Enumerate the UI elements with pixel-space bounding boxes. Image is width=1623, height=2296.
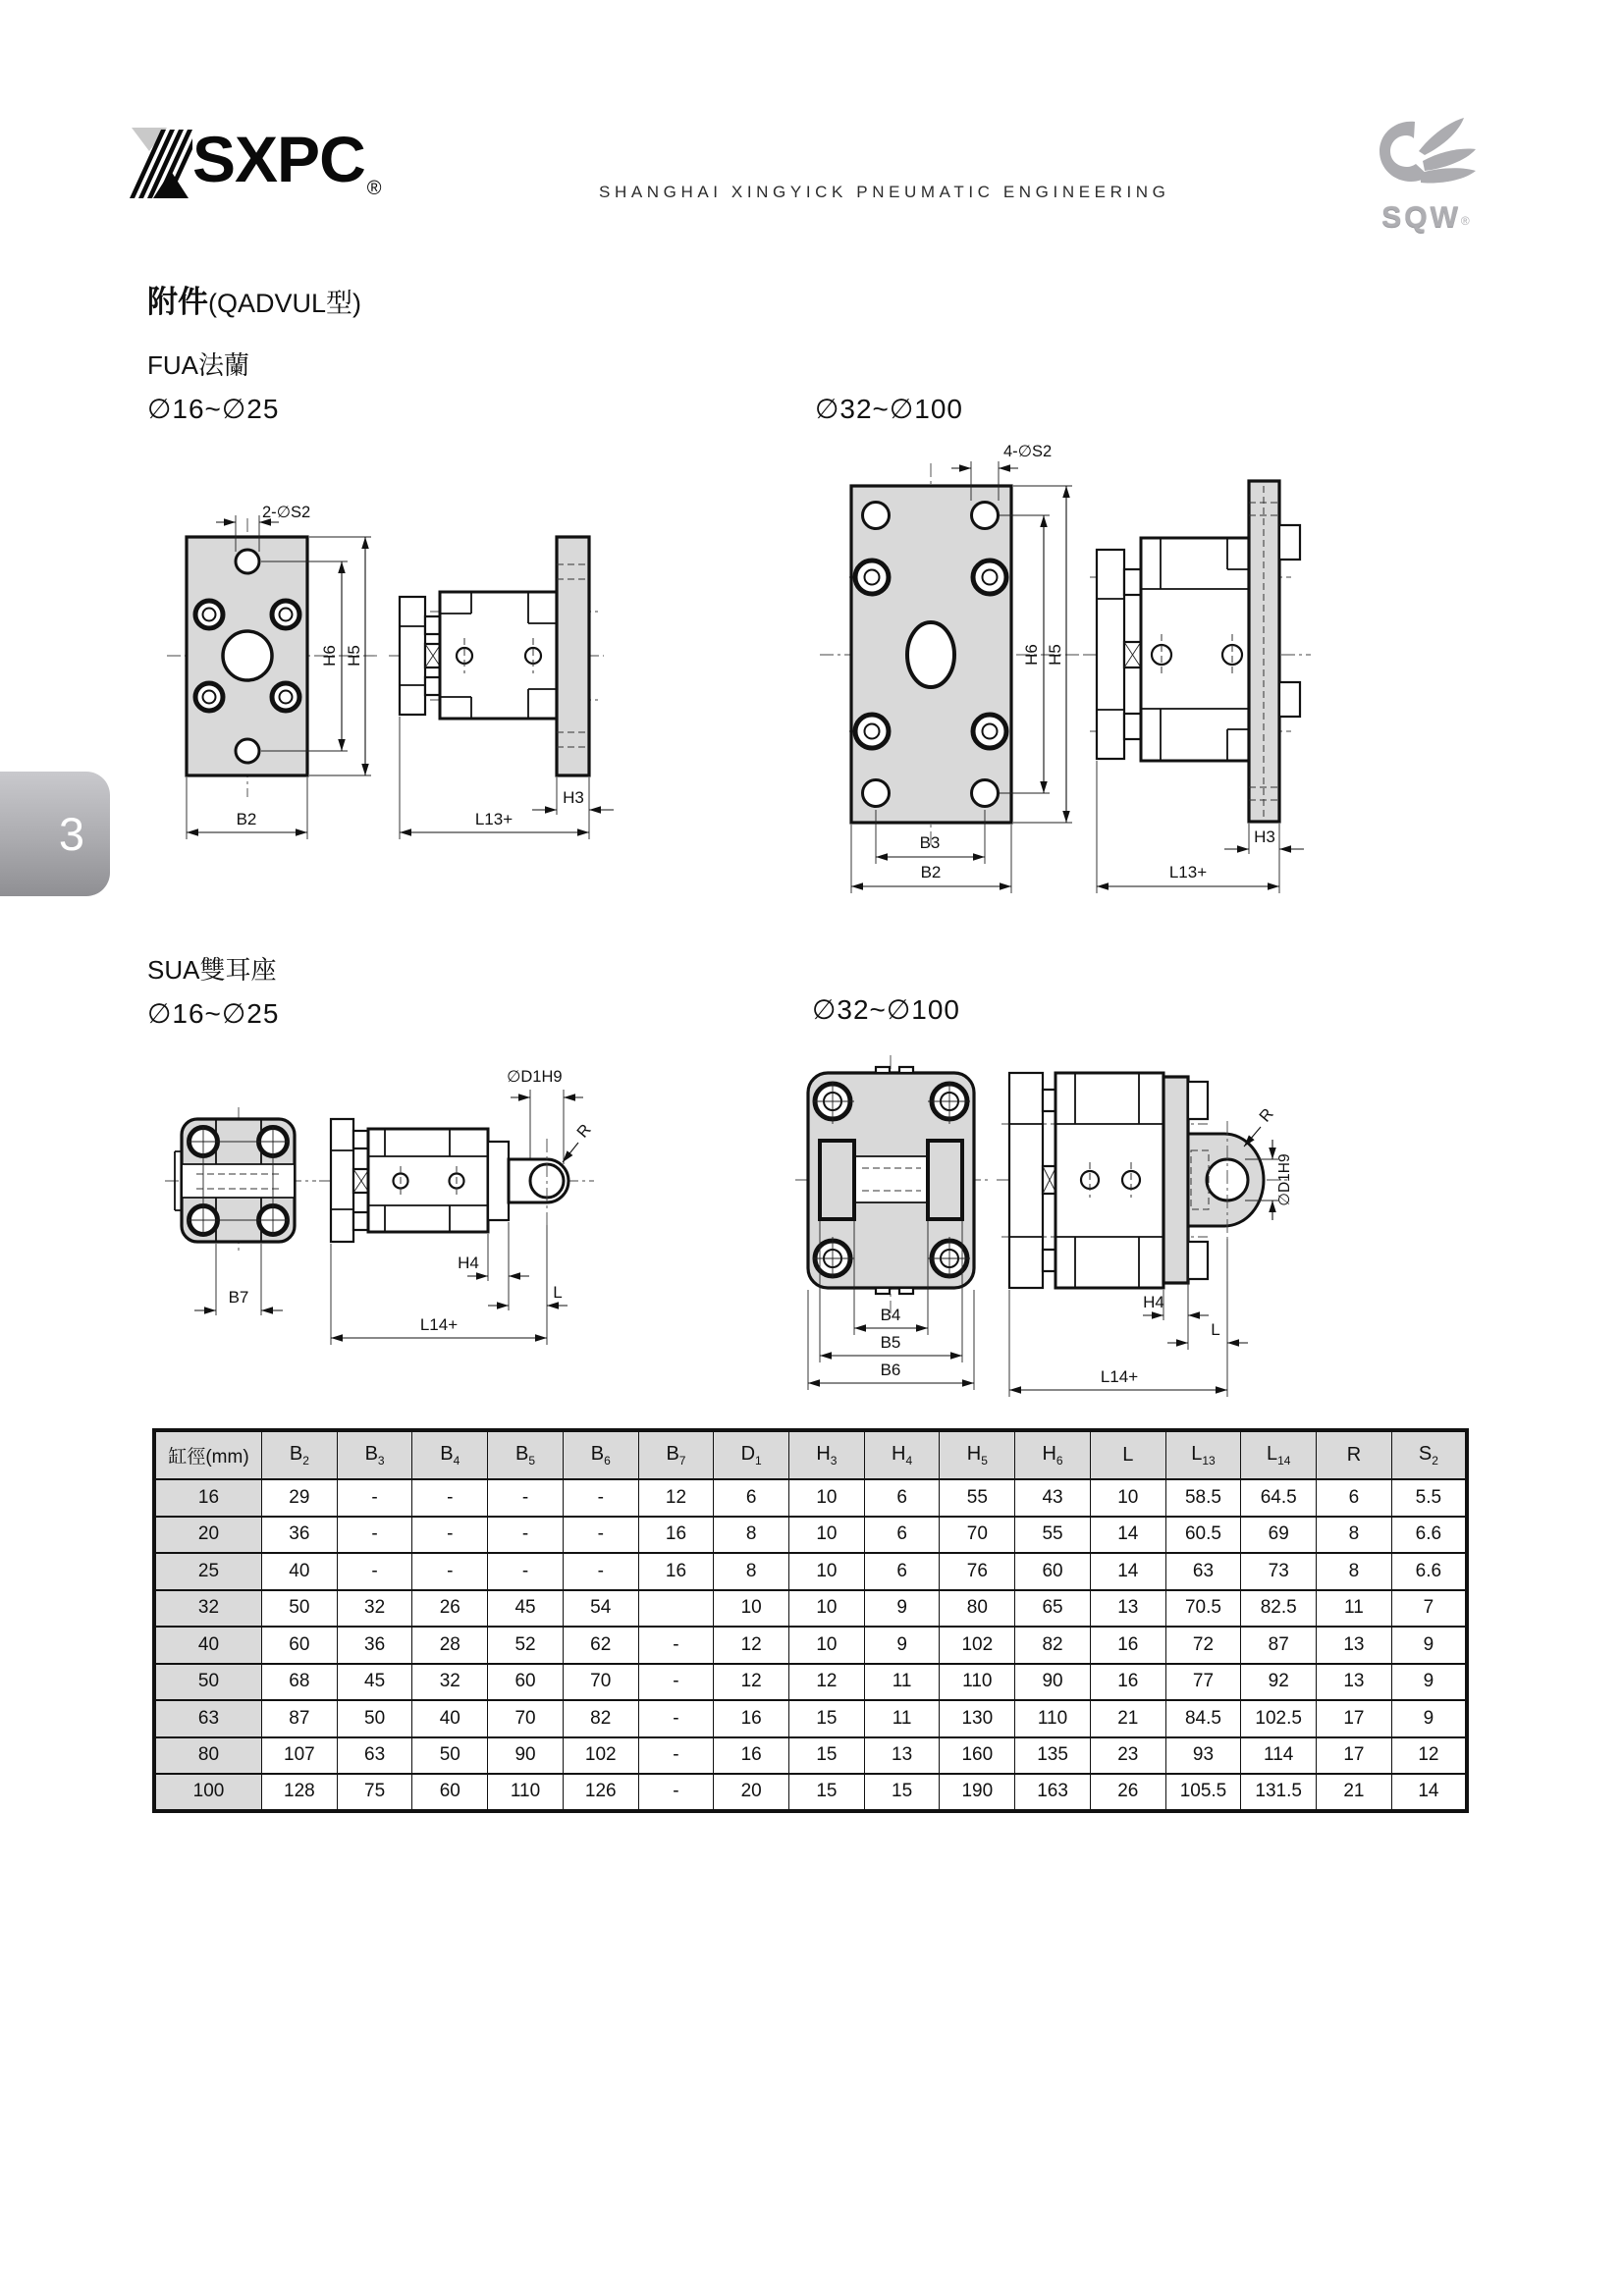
value-cell: 43 xyxy=(1015,1479,1091,1517)
value-cell: - xyxy=(412,1553,488,1590)
table-row xyxy=(154,1627,1467,1664)
fua-small-diagram xyxy=(137,471,648,883)
value-cell: 110 xyxy=(488,1774,564,1811)
bore-cell: 32 xyxy=(154,1590,262,1628)
value-cell: - xyxy=(638,1664,714,1701)
value-cell: 60.5 xyxy=(1165,1517,1241,1554)
value-cell: 63 xyxy=(1165,1553,1241,1590)
value-cell: 60 xyxy=(412,1774,488,1811)
value-cell: 36 xyxy=(337,1627,412,1664)
value-cell: 16 xyxy=(1090,1664,1165,1701)
value-cell: 21 xyxy=(1090,1700,1165,1737)
value-cell: 6 xyxy=(864,1517,940,1554)
dim-label-h3: H3 xyxy=(1254,828,1275,846)
value-cell: 107 xyxy=(262,1737,338,1775)
value-cell: 16 xyxy=(714,1737,789,1775)
value-cell: - xyxy=(638,1700,714,1737)
value-cell: 55 xyxy=(1015,1517,1091,1554)
value-cell: - xyxy=(337,1553,412,1590)
value-cell: 5.5 xyxy=(1391,1479,1467,1517)
value-cell: 13 xyxy=(1317,1664,1392,1701)
value-cell: 32 xyxy=(412,1664,488,1701)
value-cell: 90 xyxy=(1015,1664,1091,1701)
sua-large-range: ∅32~∅100 xyxy=(812,994,960,1025)
col-header: $D_1$ xyxy=(714,1430,789,1479)
value-cell: 7 xyxy=(1391,1590,1467,1628)
value-cell: 190 xyxy=(940,1774,1015,1811)
value-cell: 70 xyxy=(488,1700,564,1737)
value-cell: 26 xyxy=(412,1590,488,1628)
value-cell: 60 xyxy=(488,1664,564,1701)
dim-label-b3: B3 xyxy=(919,833,941,852)
logo-registered-mark: ® xyxy=(366,178,382,199)
value-cell: 12 xyxy=(789,1664,865,1701)
value-cell: 9 xyxy=(864,1627,940,1664)
sua-small-diagram xyxy=(137,1041,648,1394)
value-cell: 52 xyxy=(488,1627,564,1664)
value-cell: 16 xyxy=(1090,1627,1165,1664)
dim-label-b2: B2 xyxy=(920,863,942,881)
value-cell: 11 xyxy=(864,1664,940,1701)
value-cell: 40 xyxy=(262,1553,338,1590)
dim-label-h5: H5 xyxy=(1046,644,1064,666)
value-cell: 28 xyxy=(412,1627,488,1664)
value-cell: 6 xyxy=(1317,1479,1392,1517)
value-cell: 82 xyxy=(563,1700,638,1737)
value-cell: - xyxy=(638,1737,714,1775)
value-cell: 58.5 xyxy=(1165,1479,1241,1517)
sua-title: SUA雙耳座 xyxy=(147,955,277,985)
value-cell: 16 xyxy=(714,1700,789,1737)
dim-label-l: L xyxy=(1211,1320,1220,1339)
value-cell: 6.6 xyxy=(1391,1517,1467,1554)
table-row xyxy=(154,1774,1467,1811)
bore-cell: 25 xyxy=(154,1553,262,1590)
bore-header-cell: 缸徑(mm) xyxy=(154,1430,262,1479)
fua-title: FUA法蘭 xyxy=(147,350,250,380)
table-row xyxy=(154,1517,1467,1554)
dim-label-h3: H3 xyxy=(563,788,584,807)
sua-large-diagram xyxy=(795,1031,1492,1443)
value-cell: 64.5 xyxy=(1241,1479,1317,1517)
value-cell: 13 xyxy=(864,1737,940,1775)
value-cell: 77 xyxy=(1165,1664,1241,1701)
sua-small-range: ∅16~∅25 xyxy=(147,998,280,1029)
logo-text: SXPC xyxy=(192,123,365,195)
dim-label-h6: H6 xyxy=(1022,644,1041,666)
value-cell: 10 xyxy=(1090,1479,1165,1517)
value-cell: 135 xyxy=(1015,1737,1091,1775)
value-cell: 13 xyxy=(1090,1590,1165,1628)
sqw-swirl-icon xyxy=(1368,110,1484,196)
value-cell: - xyxy=(337,1479,412,1517)
value-cell: 70 xyxy=(563,1664,638,1701)
value-cell: 62 xyxy=(563,1627,638,1664)
value-cell: 76 xyxy=(940,1553,1015,1590)
dim-label-b2: B2 xyxy=(236,810,257,828)
value-cell: 45 xyxy=(337,1664,412,1701)
value-cell: 87 xyxy=(262,1700,338,1737)
value-cell: 15 xyxy=(789,1737,865,1775)
value-cell: - xyxy=(488,1517,564,1554)
sqw-text: SQW xyxy=(1381,201,1461,234)
dim-label-h5: H5 xyxy=(345,645,363,667)
value-cell: 160 xyxy=(940,1737,1015,1775)
dim-label-2s2: 2-∅S2 xyxy=(262,504,311,521)
sxpc-logo-icon xyxy=(114,120,192,206)
value-cell: 21 xyxy=(1317,1774,1392,1811)
value-cell: - xyxy=(337,1517,412,1554)
value-cell: 32 xyxy=(337,1590,412,1628)
value-cell xyxy=(638,1590,714,1628)
col-header: $S_2$ xyxy=(1391,1430,1467,1479)
fua-small-range: ∅16~∅25 xyxy=(147,394,280,424)
section-title-type: (QADVUL型) xyxy=(208,289,362,318)
bore-cell: 16 xyxy=(154,1479,262,1517)
col-header: L xyxy=(1090,1430,1165,1479)
value-cell: 16 xyxy=(638,1553,714,1590)
value-cell: 50 xyxy=(412,1737,488,1775)
value-cell: - xyxy=(488,1553,564,1590)
value-cell: 65 xyxy=(1015,1590,1091,1628)
col-header: $L_{13}$ xyxy=(1165,1430,1241,1479)
dim-label-l13: L13+ xyxy=(474,810,514,828)
value-cell: 9 xyxy=(1391,1664,1467,1701)
value-cell: 12 xyxy=(638,1479,714,1517)
value-cell: 72 xyxy=(1165,1627,1241,1664)
value-cell: 16 xyxy=(638,1517,714,1554)
value-cell: 82.5 xyxy=(1241,1590,1317,1628)
page-number: 3 xyxy=(58,808,85,860)
dim-label-4s2: 4-∅S2 xyxy=(1003,443,1053,460)
col-header: $H_6$ xyxy=(1015,1430,1091,1479)
value-cell: 10 xyxy=(789,1479,865,1517)
value-cell: 82 xyxy=(1015,1627,1091,1664)
value-cell: 70.5 xyxy=(1165,1590,1241,1628)
value-cell: 17 xyxy=(1317,1737,1392,1775)
dim-label-h4: H4 xyxy=(1143,1293,1164,1311)
value-cell: 92 xyxy=(1241,1664,1317,1701)
dimension-table-container xyxy=(152,1428,1469,1813)
bore-cell: 80 xyxy=(154,1737,262,1775)
col-header: $B_3$ xyxy=(337,1430,412,1479)
value-cell: 105.5 xyxy=(1165,1774,1241,1811)
value-cell: 102 xyxy=(563,1737,638,1775)
table-row xyxy=(154,1700,1467,1737)
col-header: $B_4$ xyxy=(412,1430,488,1479)
page-number-tab xyxy=(0,772,110,896)
dim-label-b6: B6 xyxy=(880,1361,901,1379)
col-header: $H_4$ xyxy=(864,1430,940,1479)
company-name: SHANGHAI XINGYICK PNEUMATIC ENGINEERING xyxy=(599,183,1170,201)
value-cell: 40 xyxy=(412,1700,488,1737)
value-cell: 50 xyxy=(337,1700,412,1737)
bore-cell: 40 xyxy=(154,1627,262,1664)
table-row xyxy=(154,1590,1467,1628)
table-row xyxy=(154,1664,1467,1701)
dim-label-h4: H4 xyxy=(458,1254,479,1272)
table-head-row xyxy=(154,1430,1467,1479)
value-cell: 93 xyxy=(1165,1737,1241,1775)
fua-large-diagram xyxy=(805,442,1492,933)
value-cell: 102.5 xyxy=(1241,1700,1317,1737)
value-cell: - xyxy=(563,1479,638,1517)
value-cell: 10 xyxy=(789,1553,865,1590)
col-header: $H_3$ xyxy=(789,1430,865,1479)
value-cell: 75 xyxy=(337,1774,412,1811)
col-header: $B_5$ xyxy=(488,1430,564,1479)
value-cell: 126 xyxy=(563,1774,638,1811)
value-cell: 26 xyxy=(1090,1774,1165,1811)
value-cell: 10 xyxy=(714,1590,789,1628)
value-cell: 6 xyxy=(864,1553,940,1590)
value-cell: 63 xyxy=(337,1737,412,1775)
dim-label-d1h9: ∅D1H9 xyxy=(507,1068,563,1086)
col-header: $B_7$ xyxy=(638,1430,714,1479)
value-cell: 36 xyxy=(262,1517,338,1554)
value-cell: 60 xyxy=(262,1627,338,1664)
value-cell: 45 xyxy=(488,1590,564,1628)
value-cell: 10 xyxy=(789,1590,865,1628)
fua-large-range: ∅32~∅100 xyxy=(815,394,963,424)
value-cell: 20 xyxy=(714,1774,789,1811)
dim-label-l14: L14+ xyxy=(419,1315,459,1334)
sxpc-logo xyxy=(114,120,381,206)
value-cell: 69 xyxy=(1241,1517,1317,1554)
value-cell: 9 xyxy=(864,1590,940,1628)
value-cell: 130 xyxy=(940,1700,1015,1737)
value-cell: 12 xyxy=(714,1664,789,1701)
value-cell: 90 xyxy=(488,1737,564,1775)
value-cell: 8 xyxy=(1317,1553,1392,1590)
value-cell: 60 xyxy=(1015,1553,1091,1590)
value-cell: 80 xyxy=(940,1590,1015,1628)
value-cell: - xyxy=(563,1553,638,1590)
value-cell: 12 xyxy=(714,1627,789,1664)
value-cell: 55 xyxy=(940,1479,1015,1517)
value-cell: 13 xyxy=(1317,1627,1392,1664)
col-header: $B_2$ xyxy=(262,1430,338,1479)
bore-cell: 100 xyxy=(154,1774,262,1811)
value-cell: 12 xyxy=(1391,1737,1467,1775)
value-cell: 11 xyxy=(1317,1590,1392,1628)
col-header: $L_{14}$ xyxy=(1241,1430,1317,1479)
value-cell: 84.5 xyxy=(1165,1700,1241,1737)
value-cell: 8 xyxy=(1317,1517,1392,1554)
value-cell: - xyxy=(412,1479,488,1517)
dim-label-r: R xyxy=(573,1120,595,1142)
dim-label-b7: B7 xyxy=(228,1288,249,1307)
value-cell: 6 xyxy=(864,1479,940,1517)
value-cell: 68 xyxy=(262,1664,338,1701)
col-header: R xyxy=(1317,1430,1392,1479)
value-cell: 14 xyxy=(1090,1517,1165,1554)
value-cell: 10 xyxy=(789,1517,865,1554)
value-cell: 54 xyxy=(563,1590,638,1628)
value-cell: 6.6 xyxy=(1391,1553,1467,1590)
section-title-main: 附件 xyxy=(147,285,208,319)
value-cell: 8 xyxy=(714,1553,789,1590)
value-cell: 50 xyxy=(262,1590,338,1628)
bore-cell: 63 xyxy=(154,1700,262,1737)
dim-label-b4: B4 xyxy=(880,1306,901,1324)
bore-cell: 50 xyxy=(154,1664,262,1701)
value-cell: 15 xyxy=(789,1700,865,1737)
value-cell: 8 xyxy=(714,1517,789,1554)
sqw-logo xyxy=(1367,110,1485,235)
value-cell: 102 xyxy=(940,1627,1015,1664)
table-row xyxy=(154,1479,1467,1517)
value-cell: 11 xyxy=(864,1700,940,1737)
value-cell: 70 xyxy=(940,1517,1015,1554)
dim-label-l: L xyxy=(553,1283,563,1302)
value-cell: - xyxy=(638,1627,714,1664)
dim-label-l14: L14+ xyxy=(1100,1367,1139,1386)
value-cell: 110 xyxy=(1015,1700,1091,1737)
value-cell: 15 xyxy=(864,1774,940,1811)
value-cell: 17 xyxy=(1317,1700,1392,1737)
value-cell: 23 xyxy=(1090,1737,1165,1775)
value-cell: - xyxy=(488,1479,564,1517)
value-cell: 131.5 xyxy=(1241,1774,1317,1811)
value-cell: 114 xyxy=(1241,1737,1317,1775)
col-header: $H_5$ xyxy=(940,1430,1015,1479)
dim-label-d1h9: ∅D1H9 xyxy=(1276,1153,1293,1206)
value-cell: 110 xyxy=(940,1664,1015,1701)
dim-label-l13: L13+ xyxy=(1168,863,1208,881)
dimension-table xyxy=(152,1428,1469,1813)
value-cell: - xyxy=(412,1517,488,1554)
value-cell: 73 xyxy=(1241,1553,1317,1590)
table-row xyxy=(154,1553,1467,1590)
value-cell: 87 xyxy=(1241,1627,1317,1664)
value-cell: 29 xyxy=(262,1479,338,1517)
table-row xyxy=(154,1737,1467,1775)
value-cell: 6 xyxy=(714,1479,789,1517)
value-cell: - xyxy=(638,1774,714,1811)
col-header: $B_6$ xyxy=(563,1430,638,1479)
value-cell: 128 xyxy=(262,1774,338,1811)
value-cell: 163 xyxy=(1015,1774,1091,1811)
dim-label-b5: B5 xyxy=(880,1333,901,1352)
bore-cell: 20 xyxy=(154,1517,262,1554)
value-cell: 14 xyxy=(1391,1774,1467,1811)
dim-label-h6: H6 xyxy=(320,645,339,667)
value-cell: 15 xyxy=(789,1774,865,1811)
dim-label-r: R xyxy=(1256,1104,1277,1126)
sqw-registered-mark: ® xyxy=(1460,214,1470,228)
section-title xyxy=(147,277,361,321)
value-cell: 9 xyxy=(1391,1627,1467,1664)
value-cell: - xyxy=(563,1517,638,1554)
value-cell: 10 xyxy=(789,1627,865,1664)
value-cell: 9 xyxy=(1391,1700,1467,1737)
value-cell: 14 xyxy=(1090,1553,1165,1590)
